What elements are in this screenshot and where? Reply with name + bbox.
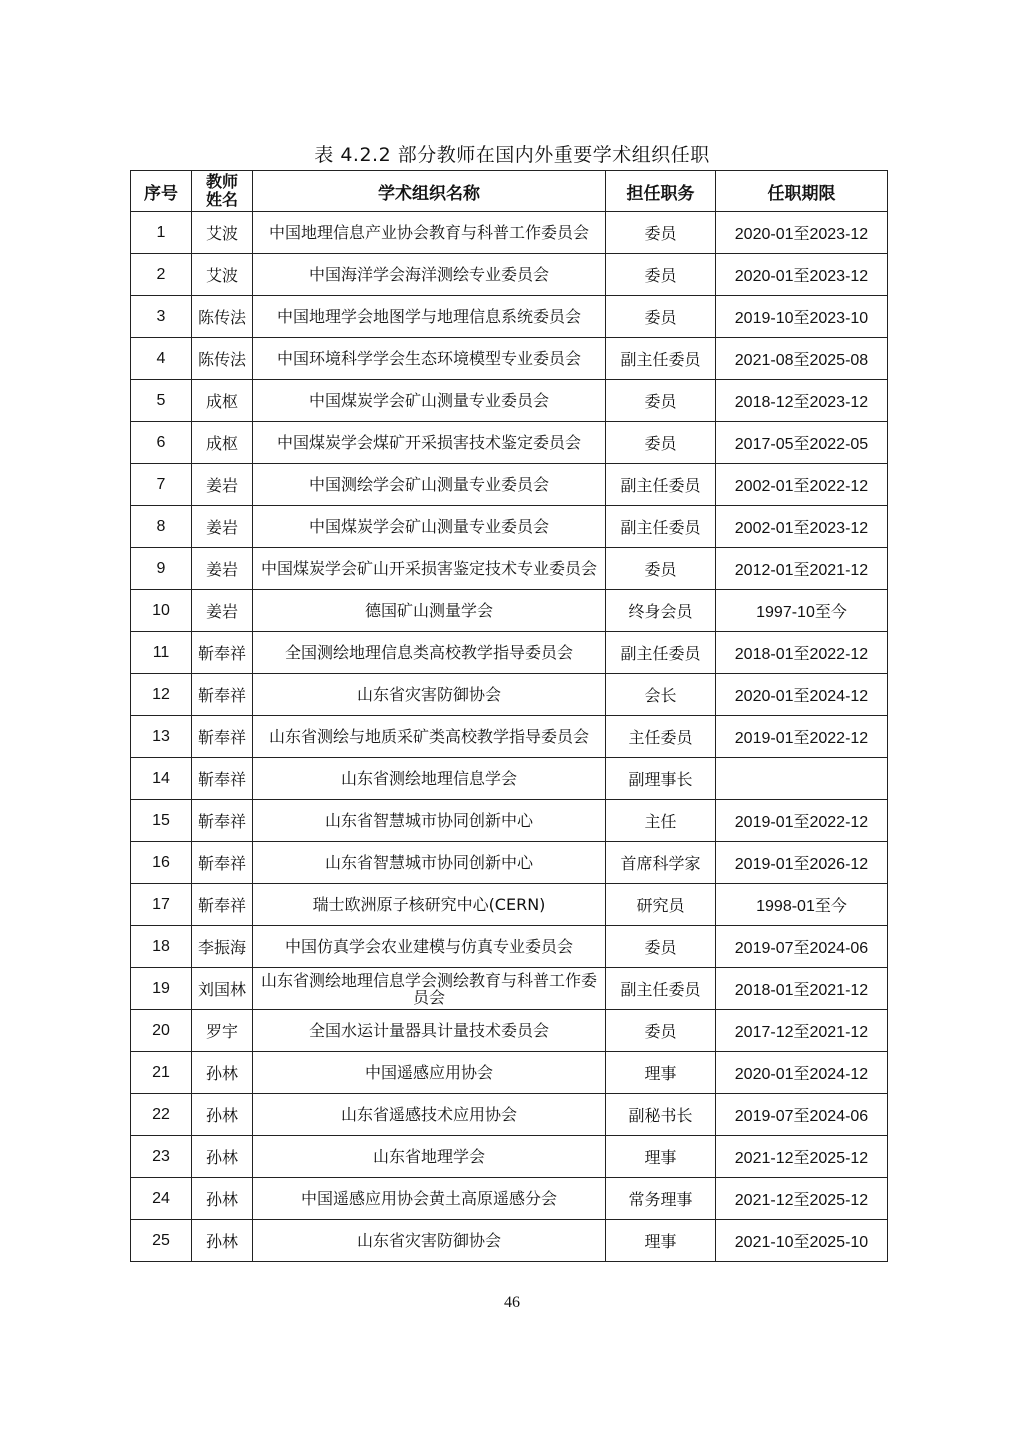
cell-org-name: 中国遥感应用协会黄土高原遥感分会 xyxy=(253,1178,606,1220)
cell-org-name: 中国地理学会地图学与地理信息系统委员会 xyxy=(253,296,606,338)
cell-seq: 11 xyxy=(131,632,192,674)
cell-period: 2021-10至2025-10 xyxy=(716,1220,888,1262)
cell-seq: 15 xyxy=(131,800,192,842)
table-row xyxy=(131,758,888,800)
cell-teacher-name: 成枢 xyxy=(192,380,253,422)
table-row xyxy=(131,1136,888,1178)
cell-seq: 9 xyxy=(131,548,192,590)
cell-org-name: 山东省测绘地理信息学会测绘教育与科普工作委员会 xyxy=(253,968,606,1010)
table-row xyxy=(131,464,888,506)
cell-org-name: 山东省测绘地理信息学会 xyxy=(253,758,606,800)
table-caption: 表 4.2.2 部分教师在国内外重要学术组织任职 xyxy=(314,144,710,166)
cell-role: 委员 xyxy=(606,1010,716,1052)
cell-role: 委员 xyxy=(606,212,716,254)
cell-seq: 8 xyxy=(131,506,192,548)
cell-teacher-name: 靳奉祥 xyxy=(192,800,253,842)
cell-seq: 20 xyxy=(131,1010,192,1052)
table-row xyxy=(131,1010,888,1052)
cell-role: 首席科学家 xyxy=(606,842,716,884)
table-row xyxy=(131,590,888,632)
cell-org-name: 山东省遥感技术应用协会 xyxy=(253,1094,606,1136)
cell-org-name: 山东省智慧城市协同创新中心 xyxy=(253,800,606,842)
cell-seq: 2 xyxy=(131,254,192,296)
cell-role: 副主任委员 xyxy=(606,464,716,506)
table-row xyxy=(131,632,888,674)
table-row xyxy=(131,800,888,842)
cell-period: 2021-12至2025-12 xyxy=(716,1178,888,1220)
cell-org-name: 中国煤炭学会煤矿开采损害技术鉴定委员会 xyxy=(253,422,606,464)
cell-period: 2017-12至2021-12 xyxy=(716,1010,888,1052)
cell-org-name: 瑞士欧洲原子核研究中心(CERN) xyxy=(253,884,606,926)
table-row xyxy=(131,968,888,1010)
cell-seq: 3 xyxy=(131,296,192,338)
cell-period: 2021-08至2025-08 xyxy=(716,338,888,380)
table-row xyxy=(131,842,888,884)
cell-teacher-name: 成枢 xyxy=(192,422,253,464)
cell-period: 2012-01至2021-12 xyxy=(716,548,888,590)
table-row xyxy=(131,926,888,968)
cell-teacher-name: 姜岩 xyxy=(192,590,253,632)
header-seq: 序号 xyxy=(131,171,192,212)
cell-seq: 5 xyxy=(131,380,192,422)
cell-teacher-name: 艾波 xyxy=(192,212,253,254)
cell-teacher-name: 靳奉祥 xyxy=(192,842,253,884)
cell-role: 委员 xyxy=(606,296,716,338)
cell-role: 终身会员 xyxy=(606,590,716,632)
cell-period xyxy=(716,758,888,800)
cell-role: 委员 xyxy=(606,254,716,296)
cell-teacher-name: 李振海 xyxy=(192,926,253,968)
cell-seq: 19 xyxy=(131,968,192,1010)
header-role: 担任职务 xyxy=(606,171,716,212)
cell-period: 2020-01至2024-12 xyxy=(716,674,888,716)
cell-seq: 4 xyxy=(131,338,192,380)
cell-role: 常务理事 xyxy=(606,1178,716,1220)
cell-role: 副主任委员 xyxy=(606,968,716,1010)
cell-org-name: 山东省灾害防御协会 xyxy=(253,1220,606,1262)
cell-teacher-name: 靳奉祥 xyxy=(192,758,253,800)
cell-teacher-name: 孙林 xyxy=(192,1136,253,1178)
cell-teacher-name: 靳奉祥 xyxy=(192,884,253,926)
cell-org-name: 中国煤炭学会矿山测量专业委员会 xyxy=(253,506,606,548)
cell-role: 委员 xyxy=(606,548,716,590)
cell-org-name: 中国煤炭学会矿山开采损害鉴定技术专业委员会 xyxy=(253,548,606,590)
cell-seq: 24 xyxy=(131,1178,192,1220)
cell-teacher-name: 陈传法 xyxy=(192,296,253,338)
cell-teacher-name: 靳奉祥 xyxy=(192,716,253,758)
cell-role: 理事 xyxy=(606,1220,716,1262)
cell-role: 副理事长 xyxy=(606,758,716,800)
cell-teacher-name: 罗宇 xyxy=(192,1010,253,1052)
cell-seq: 22 xyxy=(131,1094,192,1136)
cell-period: 1998-01至今 xyxy=(716,884,888,926)
header-teacher-name xyxy=(192,171,253,212)
cell-period: 2019-07至2024-06 xyxy=(716,1094,888,1136)
cell-period: 2002-01至2023-12 xyxy=(716,506,888,548)
cell-org-name: 山东省地理学会 xyxy=(253,1136,606,1178)
cell-seq: 25 xyxy=(131,1220,192,1262)
cell-period: 1997-10至今 xyxy=(716,590,888,632)
cell-teacher-name: 姜岩 xyxy=(192,548,253,590)
cell-role: 主任 xyxy=(606,800,716,842)
cell-period: 2018-12至2023-12 xyxy=(716,380,888,422)
table-row xyxy=(131,338,888,380)
cell-org-name: 全国水运计量器具计量技术委员会 xyxy=(253,1010,606,1052)
table-row xyxy=(131,884,888,926)
cell-org-name: 中国遥感应用协会 xyxy=(253,1052,606,1094)
cell-seq: 12 xyxy=(131,674,192,716)
table-row xyxy=(131,212,888,254)
cell-org-name: 中国地理信息产业协会教育与科普工作委员会 xyxy=(253,212,606,254)
header-org-name: 学术组织名称 xyxy=(253,171,606,212)
cell-org-name: 中国海洋学会海洋测绘专业委员会 xyxy=(253,254,606,296)
cell-role: 研究员 xyxy=(606,884,716,926)
header-name-line2: 姓名 xyxy=(205,190,238,209)
cell-org-name: 山东省灾害防御协会 xyxy=(253,674,606,716)
cell-teacher-name: 艾波 xyxy=(192,254,253,296)
table-body xyxy=(131,212,888,1262)
cell-seq: 16 xyxy=(131,842,192,884)
cell-role: 委员 xyxy=(606,926,716,968)
cell-period: 2019-01至2022-12 xyxy=(716,800,888,842)
cell-seq: 7 xyxy=(131,464,192,506)
cell-period: 2018-01至2021-12 xyxy=(716,968,888,1010)
cell-period: 2021-12至2025-12 xyxy=(716,1136,888,1178)
cell-role: 委员 xyxy=(606,380,716,422)
cell-teacher-name: 靳奉祥 xyxy=(192,632,253,674)
cell-seq: 1 xyxy=(131,212,192,254)
table-row xyxy=(131,716,888,758)
cell-period: 2019-01至2026-12 xyxy=(716,842,888,884)
cell-role: 副主任委员 xyxy=(606,632,716,674)
cell-role: 委员 xyxy=(606,422,716,464)
cell-role: 理事 xyxy=(606,1052,716,1094)
cell-period: 2020-01至2024-12 xyxy=(716,1052,888,1094)
table-row xyxy=(131,254,888,296)
cell-period: 2019-10至2023-10 xyxy=(716,296,888,338)
cell-org-name: 山东省测绘与地质采矿类高校教学指导委员会 xyxy=(253,716,606,758)
cell-period: 2002-01至2022-12 xyxy=(716,464,888,506)
cell-role: 会长 xyxy=(606,674,716,716)
page-number: 46 xyxy=(504,1294,520,1311)
cell-org-name: 中国仿真学会农业建模与仿真专业委员会 xyxy=(253,926,606,968)
table-row xyxy=(131,548,888,590)
cell-teacher-name: 姜岩 xyxy=(192,506,253,548)
cell-period: 2019-01至2022-12 xyxy=(716,716,888,758)
cell-teacher-name: 姜岩 xyxy=(192,464,253,506)
cell-seq: 6 xyxy=(131,422,192,464)
cell-role: 副主任委员 xyxy=(606,506,716,548)
cell-org-name: 中国环境科学学会生态环境模型专业委员会 xyxy=(253,338,606,380)
cell-org-name: 中国测绘学会矿山测量专业委员会 xyxy=(253,464,606,506)
cell-seq: 17 xyxy=(131,884,192,926)
cell-org-name: 全国测绘地理信息类高校教学指导委员会 xyxy=(253,632,606,674)
cell-period: 2020-01至2023-12 xyxy=(716,212,888,254)
cell-role: 副主任委员 xyxy=(606,338,716,380)
cell-org-name: 德国矿山测量学会 xyxy=(253,590,606,632)
cell-seq: 23 xyxy=(131,1136,192,1178)
cell-role: 理事 xyxy=(606,1136,716,1178)
table-row xyxy=(131,674,888,716)
header-period: 任职期限 xyxy=(716,171,888,212)
cell-seq: 21 xyxy=(131,1052,192,1094)
cell-period: 2018-01至2022-12 xyxy=(716,632,888,674)
table-row xyxy=(131,380,888,422)
cell-teacher-name: 靳奉祥 xyxy=(192,674,253,716)
cell-teacher-name: 孙林 xyxy=(192,1052,253,1094)
cell-seq: 13 xyxy=(131,716,192,758)
cell-period: 2020-01至2023-12 xyxy=(716,254,888,296)
table-row xyxy=(131,1052,888,1094)
cell-teacher-name: 孙林 xyxy=(192,1178,253,1220)
table-row xyxy=(131,506,888,548)
cell-period: 2019-07至2024-06 xyxy=(716,926,888,968)
cell-org-name: 中国煤炭学会矿山测量专业委员会 xyxy=(253,380,606,422)
cell-seq: 10 xyxy=(131,590,192,632)
cell-role: 副秘书长 xyxy=(606,1094,716,1136)
cell-period: 2017-05至2022-05 xyxy=(716,422,888,464)
cell-teacher-name: 陈传法 xyxy=(192,338,253,380)
header-name-line1: 教师 xyxy=(205,172,238,191)
table-header-row xyxy=(131,171,888,212)
table-row xyxy=(131,1178,888,1220)
table-row xyxy=(131,1094,888,1136)
cell-seq: 14 xyxy=(131,758,192,800)
table-row xyxy=(131,296,888,338)
cell-org-name: 山东省智慧城市协同创新中心 xyxy=(253,842,606,884)
cell-role: 主任委员 xyxy=(606,716,716,758)
table-row xyxy=(131,422,888,464)
academic-positions-table xyxy=(130,170,888,1262)
cell-seq: 18 xyxy=(131,926,192,968)
table-row xyxy=(131,1220,888,1262)
cell-teacher-name: 孙林 xyxy=(192,1220,253,1262)
cell-teacher-name: 孙林 xyxy=(192,1094,253,1136)
cell-teacher-name: 刘国林 xyxy=(192,968,253,1010)
